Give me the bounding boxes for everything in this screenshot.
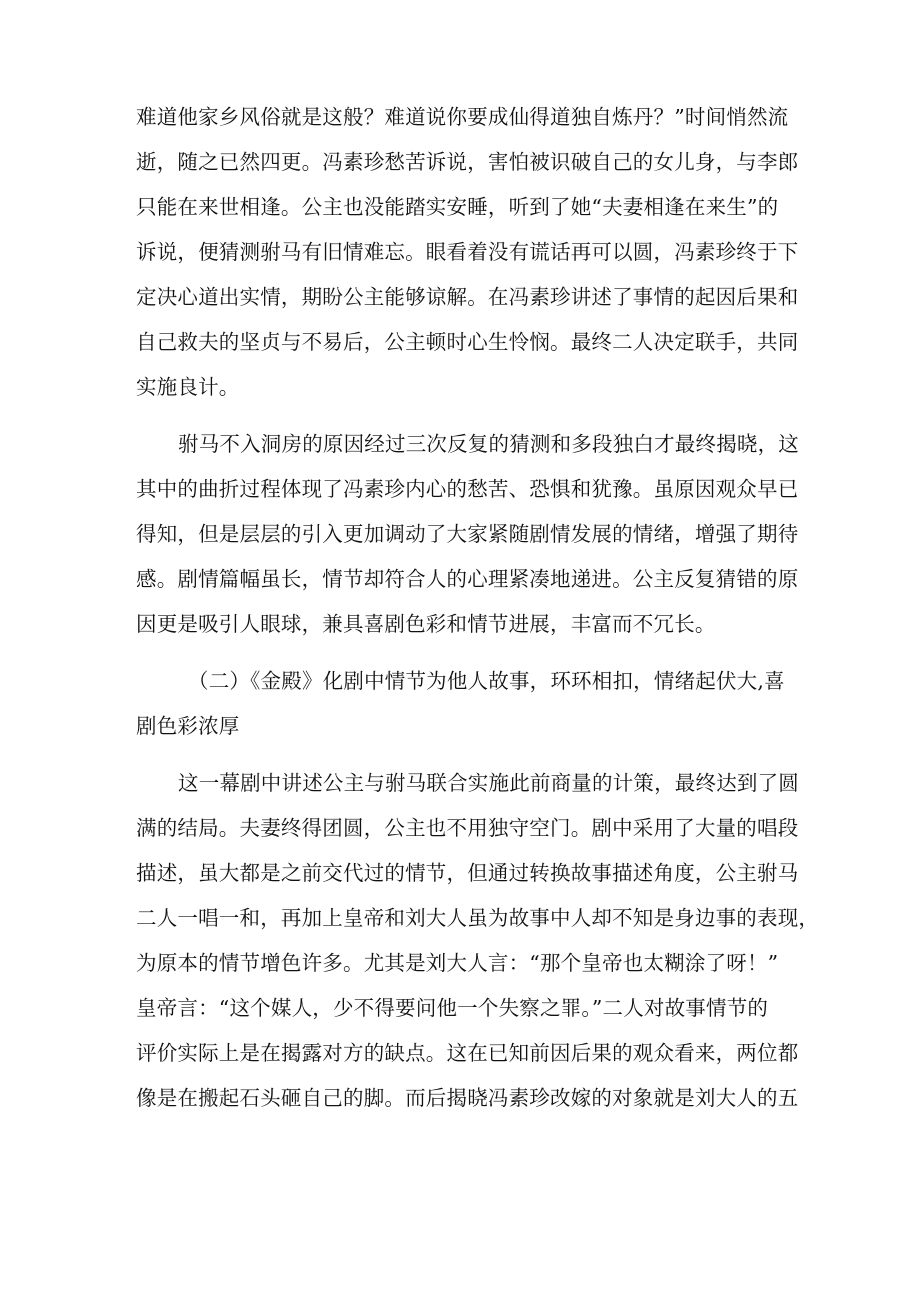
text-line: 难道他家乡风俗就是这般？难道说你要成仙得道独自炼丹？”时间悄然流 [136,105,789,129]
text-line: 满的结局。夫妻终得团圆，公主也不用独守空门。剧中采用了大量的唱段 [136,816,799,840]
text-line: 定决心道出实情，期盼公主能够谅解。在冯素珍讲述了事情的起因后果和 [136,285,799,309]
text-line: 只能在来世相逢。公主也没能踏实安睡，听到了她“夫妻相逢在来生”的 [136,195,779,219]
text-line: 实施良计。 [136,375,240,399]
text-line: 诉说，便猜测驸马有旧情难忘。眼看着没有谎话再可以圆，冯素珍终于下 [136,240,799,264]
text-line: 其中的曲折过程体现了冯素珍内心的愁苦、恐惧和犹豫。虽原因观众早已 [136,477,799,501]
text-line: 这一幕剧中讲述公主与驸马联合实施此前商量的计策，最终达到了圆 [178,771,799,795]
text-line: 描述，虽大都是之前交代过的情节，但通过转换故事描述角度，公主驸马 [136,861,799,885]
paragraph-body [136,761,820,1121]
heading-line: （二）《金殿》化剧中情节为他人故事，环环相扣，情绪起伏大,喜 [188,669,785,693]
text-line: 逝，随之已然四更。冯素珍愁苦诉说，害怕被识破自己的女儿身，与李郎 [136,150,799,174]
heading-line: 剧色彩浓厚 [136,714,240,738]
text-line: 二人一唱一和，再加上皇帝和刘大人虽为故事中人却不知是身边事的表现， [136,906,820,930]
paragraph-continuation [136,95,799,410]
text-line: 得知，但是层层的引入更加调动了大家紧随剧情发展的情绪，增强了期待 [136,522,799,546]
text-line: 感。剧情篇幅虽长，情节却符合人的心理紧凑地递进。公主反复猜错的原 [136,567,799,591]
paragraph-analysis [136,422,799,647]
text-line: 评价实际上是在揭露对方的缺点。这在已知前因后果的观众看来，两位都 [136,1041,799,1065]
text-line: 因更是吸引人眼球，兼具喜剧色彩和情节进展，丰富而不冗长。 [136,612,716,636]
document-page [136,95,820,1121]
text-line: 自己救夫的坚贞与不易后，公主顿时心生怜悯。最终二人决定联手，共同 [136,330,799,354]
text-line: 为原本的情节增色许多。尤其是刘大人言：“那个皇帝也太糊涂了呀！” [136,951,779,975]
text-line: 像是在搬起石头砸自己的脚。而后揭晓冯素珍改嫁的对象就是刘大人的五 [136,1086,799,1110]
text-line: 驸马不入洞房的原因经过三次反复的猜测和多段独白才最终揭晓，这 [178,432,799,456]
section-heading [136,659,786,749]
text-line: 皇帝言：“这个媒人，少不得要问他一个失察之罪。”二人对故事情节的 [136,996,769,1020]
